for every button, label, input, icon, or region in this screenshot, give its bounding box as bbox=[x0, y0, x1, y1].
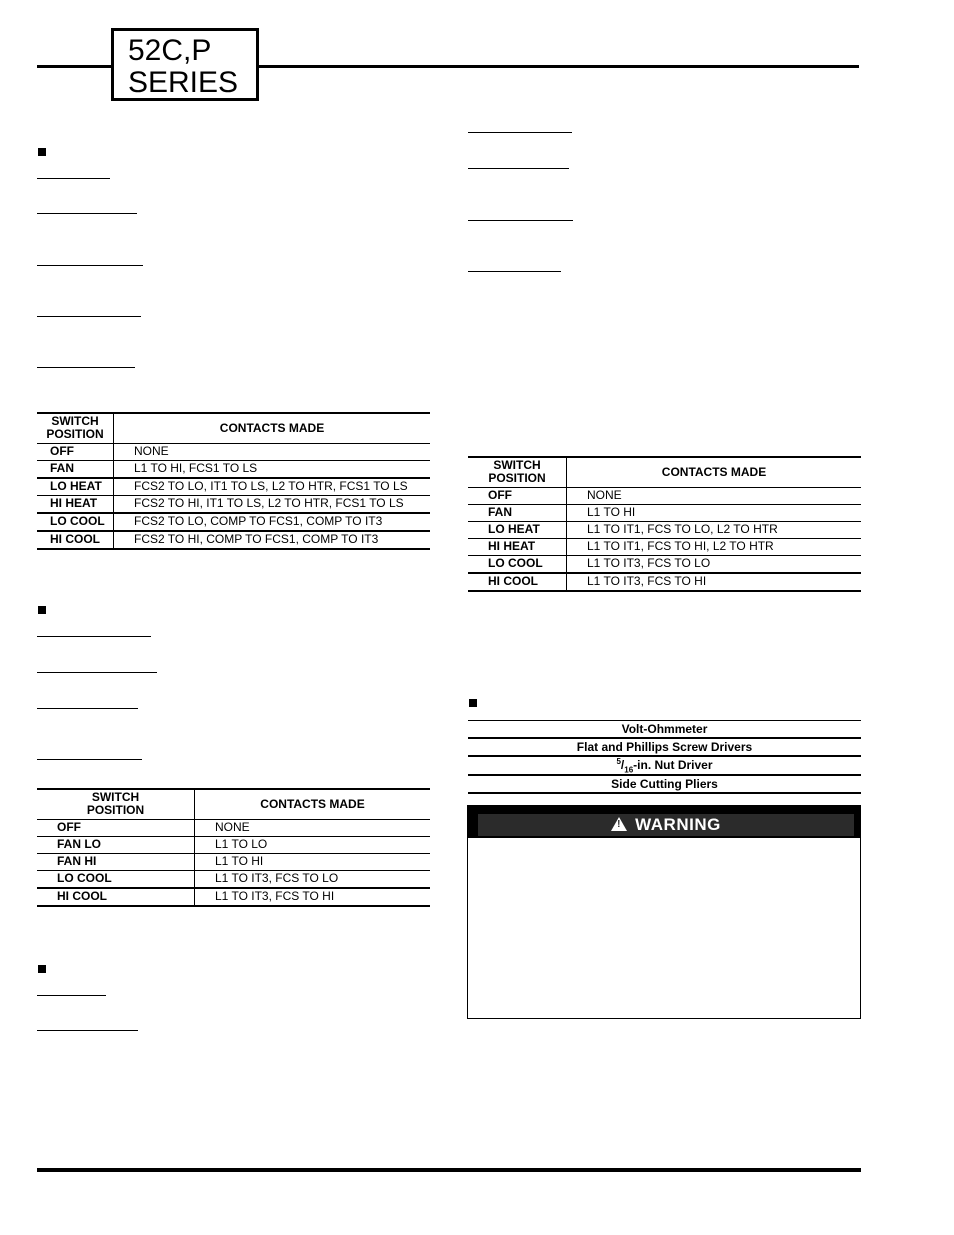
heading-underline bbox=[37, 178, 110, 179]
section-bullet bbox=[38, 606, 46, 614]
heading-underline bbox=[37, 367, 135, 368]
heading-underline bbox=[37, 213, 137, 214]
contacts-cell: L1 TO HI, FCS1 TO LS bbox=[114, 460, 431, 478]
tool-item: $^5/_{16}-in$. Nut Driver bbox=[468, 756, 861, 775]
footer-rule bbox=[37, 1168, 861, 1172]
heading-underline bbox=[37, 995, 106, 996]
tool-item: Side Cutting Pliers bbox=[468, 775, 861, 793]
tool-item: Flat and Phillips Screw Drivers bbox=[468, 738, 861, 756]
switch-position-cell: FAN LO bbox=[37, 836, 195, 853]
column-header-position: SWITCH POSITION bbox=[468, 457, 567, 487]
switch-table-1 bbox=[37, 412, 430, 550]
column-header-position: SWITCH POSITION bbox=[37, 413, 114, 443]
contacts-cell: FCS2 TO HI, IT1 TO LS, L2 TO HTR, FCS1 TO LS bbox=[114, 495, 431, 513]
tool-item-label: -in. Nut Driver bbox=[633, 758, 713, 772]
section-bullet bbox=[38, 148, 46, 156]
heading-underline bbox=[37, 672, 157, 673]
table-row bbox=[37, 531, 430, 549]
heading-underline bbox=[468, 168, 569, 169]
contacts-cell: NONE bbox=[114, 443, 431, 460]
fraction-denominator: 16 bbox=[624, 765, 634, 775]
contacts-cell: L1 TO IT3, FCS TO LO bbox=[195, 870, 431, 888]
contacts-cell: L1 TO IT3, FCS TO LO bbox=[567, 555, 862, 573]
table-row bbox=[37, 870, 430, 888]
table-row bbox=[468, 504, 861, 521]
section-bullet bbox=[38, 965, 46, 973]
column-header-contacts: CONTACTS MADE bbox=[114, 413, 431, 443]
table-row bbox=[37, 853, 430, 870]
contacts-cell: NONE bbox=[195, 819, 431, 836]
switch-position-cell: LO HEAT bbox=[37, 478, 114, 496]
heading-underline bbox=[468, 271, 561, 272]
contacts-cell: L1 TO IT1, FCS TO LO, L2 TO HTR bbox=[567, 521, 862, 538]
switch-position-cell: FAN HI bbox=[37, 853, 195, 870]
contacts-cell: L1 TO IT1, FCS TO HI, L2 TO HTR bbox=[567, 538, 862, 555]
table-row bbox=[37, 888, 430, 906]
heading-underline bbox=[37, 265, 143, 266]
switch-position-cell: LO COOL bbox=[37, 513, 114, 531]
table-row bbox=[37, 460, 430, 478]
switch-position-cell: HI HEAT bbox=[37, 495, 114, 513]
table-row bbox=[37, 495, 430, 513]
warning-title: WARNING bbox=[635, 815, 721, 834]
heading-underline bbox=[37, 1030, 138, 1031]
contacts-cell: FCS2 TO LO, IT1 TO LS, L2 TO HTR, FCS1 TO LS bbox=[114, 478, 431, 496]
table-row bbox=[37, 513, 430, 531]
fraction-numerator: 5 bbox=[616, 757, 621, 766]
switch-table-2 bbox=[37, 788, 430, 907]
table-row bbox=[37, 478, 430, 496]
heading-underline bbox=[37, 708, 138, 709]
contacts-cell: NONE bbox=[567, 487, 862, 504]
warning-title-bar bbox=[478, 814, 854, 836]
table-row bbox=[468, 555, 861, 573]
column-header-contacts: CONTACTS MADE bbox=[567, 457, 862, 487]
heading-underline bbox=[37, 759, 142, 760]
table-row bbox=[468, 538, 861, 555]
contacts-cell: L1 TO IT3, FCS TO HI bbox=[195, 888, 431, 906]
table-row bbox=[468, 487, 861, 504]
heading-underline bbox=[37, 636, 151, 637]
table-row bbox=[37, 836, 430, 853]
switch-position-cell: LO COOL bbox=[468, 555, 567, 573]
table-row bbox=[37, 443, 430, 460]
switch-position-cell: FAN bbox=[37, 460, 114, 478]
switch-table-3 bbox=[468, 456, 861, 592]
table-row bbox=[37, 819, 430, 836]
heading-underline bbox=[468, 220, 573, 221]
switch-position-cell: HI COOL bbox=[37, 888, 195, 906]
contacts-cell: FCS2 TO LO, COMP TO FCS1, COMP TO IT3 bbox=[114, 513, 431, 531]
column-header-contacts: CONTACTS MADE bbox=[195, 789, 431, 819]
switch-position-cell: OFF bbox=[37, 819, 195, 836]
switch-position-cell: OFF bbox=[37, 443, 114, 460]
warning-triangle-icon: ! bbox=[611, 817, 627, 831]
switch-position-cell: OFF bbox=[468, 487, 567, 504]
tool-item: Volt-Ohmmeter bbox=[468, 721, 861, 739]
heading-underline bbox=[468, 132, 572, 133]
switch-position-cell: LO COOL bbox=[37, 870, 195, 888]
switch-position-cell: LO HEAT bbox=[468, 521, 567, 538]
table-row bbox=[468, 573, 861, 591]
section-bullet bbox=[469, 699, 477, 707]
contacts-cell: L1 TO IT3, FCS TO HI bbox=[567, 573, 862, 591]
series-model: 52C,P bbox=[128, 34, 212, 67]
switch-position-cell: HI COOL bbox=[468, 573, 567, 591]
contacts-cell: L1 TO LO bbox=[195, 836, 431, 853]
warning-header bbox=[468, 806, 860, 838]
switch-position-cell: HI COOL bbox=[37, 531, 114, 549]
switch-position-cell: HI HEAT bbox=[468, 538, 567, 555]
switch-position-cell: FAN bbox=[468, 504, 567, 521]
contacts-cell: L1 TO HI bbox=[195, 853, 431, 870]
series-label: SERIES bbox=[128, 66, 239, 99]
contacts-cell: FCS2 TO HI, COMP TO FCS1, COMP TO IT3 bbox=[114, 531, 431, 549]
series-title-box bbox=[111, 28, 259, 101]
warning-box bbox=[467, 805, 861, 1019]
table-row bbox=[468, 521, 861, 538]
heading-underline bbox=[37, 316, 141, 317]
tools-table bbox=[468, 720, 861, 794]
contacts-cell: L1 TO HI bbox=[567, 504, 862, 521]
column-header-position: SWITCH POSITION bbox=[37, 789, 195, 819]
